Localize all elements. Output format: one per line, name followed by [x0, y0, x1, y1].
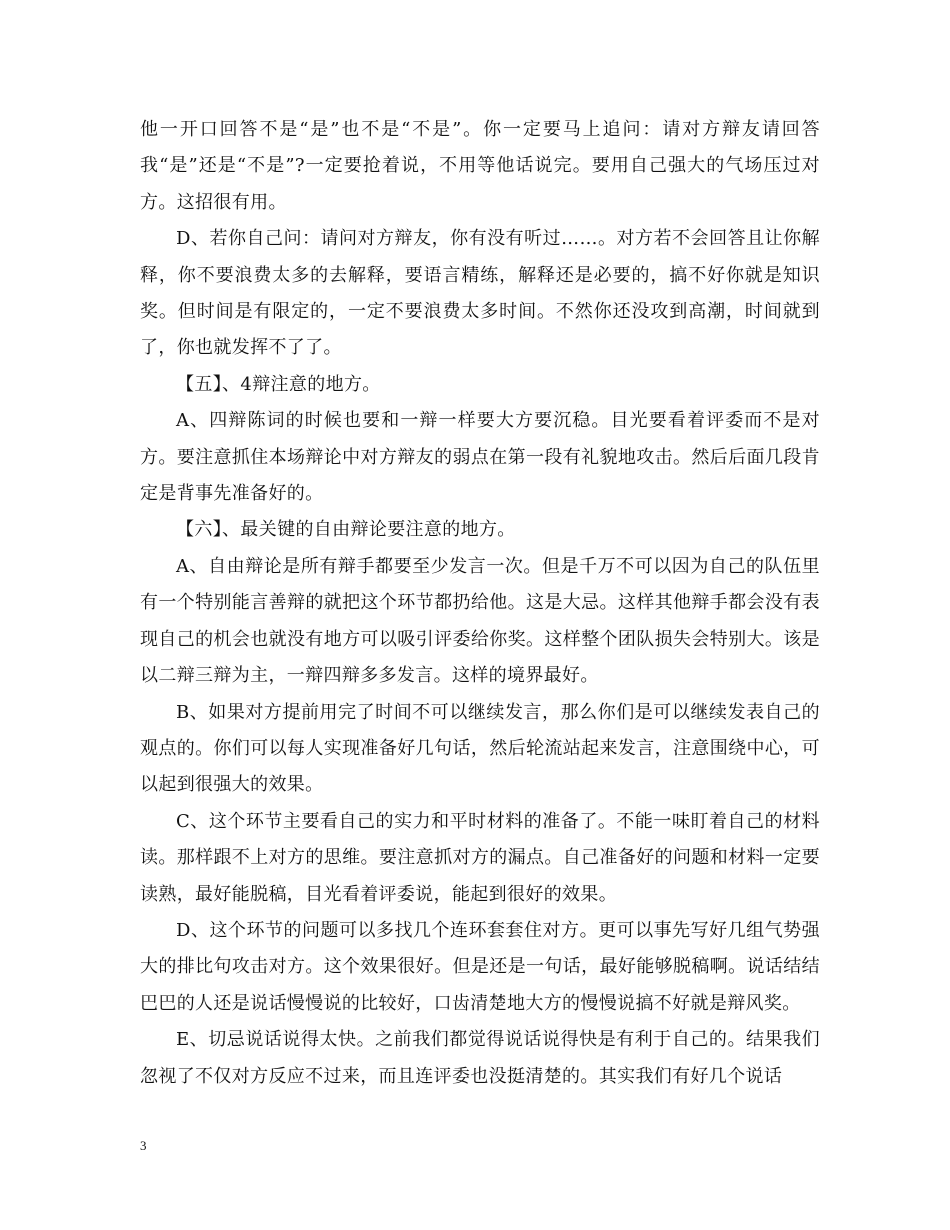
paragraph-7: B、如果对方提前用完了时间不可以继续发言，那么你们是可以继续发表自己的观点的。你们可以每人实现准备好几句话，然后轮流站起来发言，注意围绕中心，可以起到很强大的效果。 — [140, 701, 820, 796]
paragraph-4: A、四辩陈词的时候也要和一辩一样要大方要沉稳。目光要看着评委而不是对方。要注意抓住本场辩论中对方辩友的弱点在第一段有礼貌地攻击。然后后面几段肯定是背事先准备好的。 — [140, 410, 820, 505]
paragraph-10: E、切忌说话说得太快。之前我们都觉得说话说得快是有利于自己的。结果我们忽视了不仅对方反应不过来，而且连评委也没挺清楚的。其实我们有好几个说话 — [140, 1029, 820, 1087]
paragraph-2: D、若你自己问：请问对方辩友，你有没有听过……。对方若不会回答且让你解释，你不要浪费太多的去解释，要语言精练，解释还是必要的，搞不好你就是知识奖。但时间是有限定的，一定不要浪费太多时间。不然你还没攻到高潮，时间就到了，你也就发挥不了了。 — [140, 228, 820, 359]
section-heading-5: 【五】、4辩注意的地方。 — [176, 373, 381, 395]
document-body — [140, 112, 820, 1095]
paragraph-1: 他一开口回答不是“是”也不是“不是”。你一定要马上追问：请对方辩友请回答我“是”还是“不是”?一定要抢着说，不用等他话说完。要用自己强大的气场压过对方。这招很有用。 — [140, 119, 820, 213]
section-heading-6: 【六】、最关键的自由辩论要注意的地方。 — [176, 519, 516, 541]
paragraph-8: C、这个环节主要看自己的实力和平时材料的准备了。不能一味盯着自己的材料读。那样跟不上对方的思维。要注意抓对方的漏点。自己准备好的问题和材料一定要读熟，最好能脱稿，目光看着评委说，能起到很好的效果。 — [140, 810, 820, 905]
paragraph-9: D、这个环节的问题可以多找几个连环套套住对方。更可以事先写好几组气势强大的排比句攻击对方。这个效果很好。但是还是一句话，最好能够脱稿啊。说话结结巴巴的人还是说话慢慢说的比较好，口齿清楚地大方的慢慢说搞不好就是辩风奖。 — [140, 919, 820, 1014]
page-number: 3 — [140, 1138, 147, 1153]
paragraph-6: A、自由辩论是所有辩手都要至少发言一次。但是千万不可以因为自己的队伍里有一个特别能言善辩的就把这个环节都扔给他。这是大忌。这样其他辩手都会没有表现自己的机会也就没有地方可以吸引评委给你奖。这样整个团队损失会特别大。该是以二辩三辩为主，一辩四辩多多发言。这样的境界最好。 — [140, 555, 820, 687]
